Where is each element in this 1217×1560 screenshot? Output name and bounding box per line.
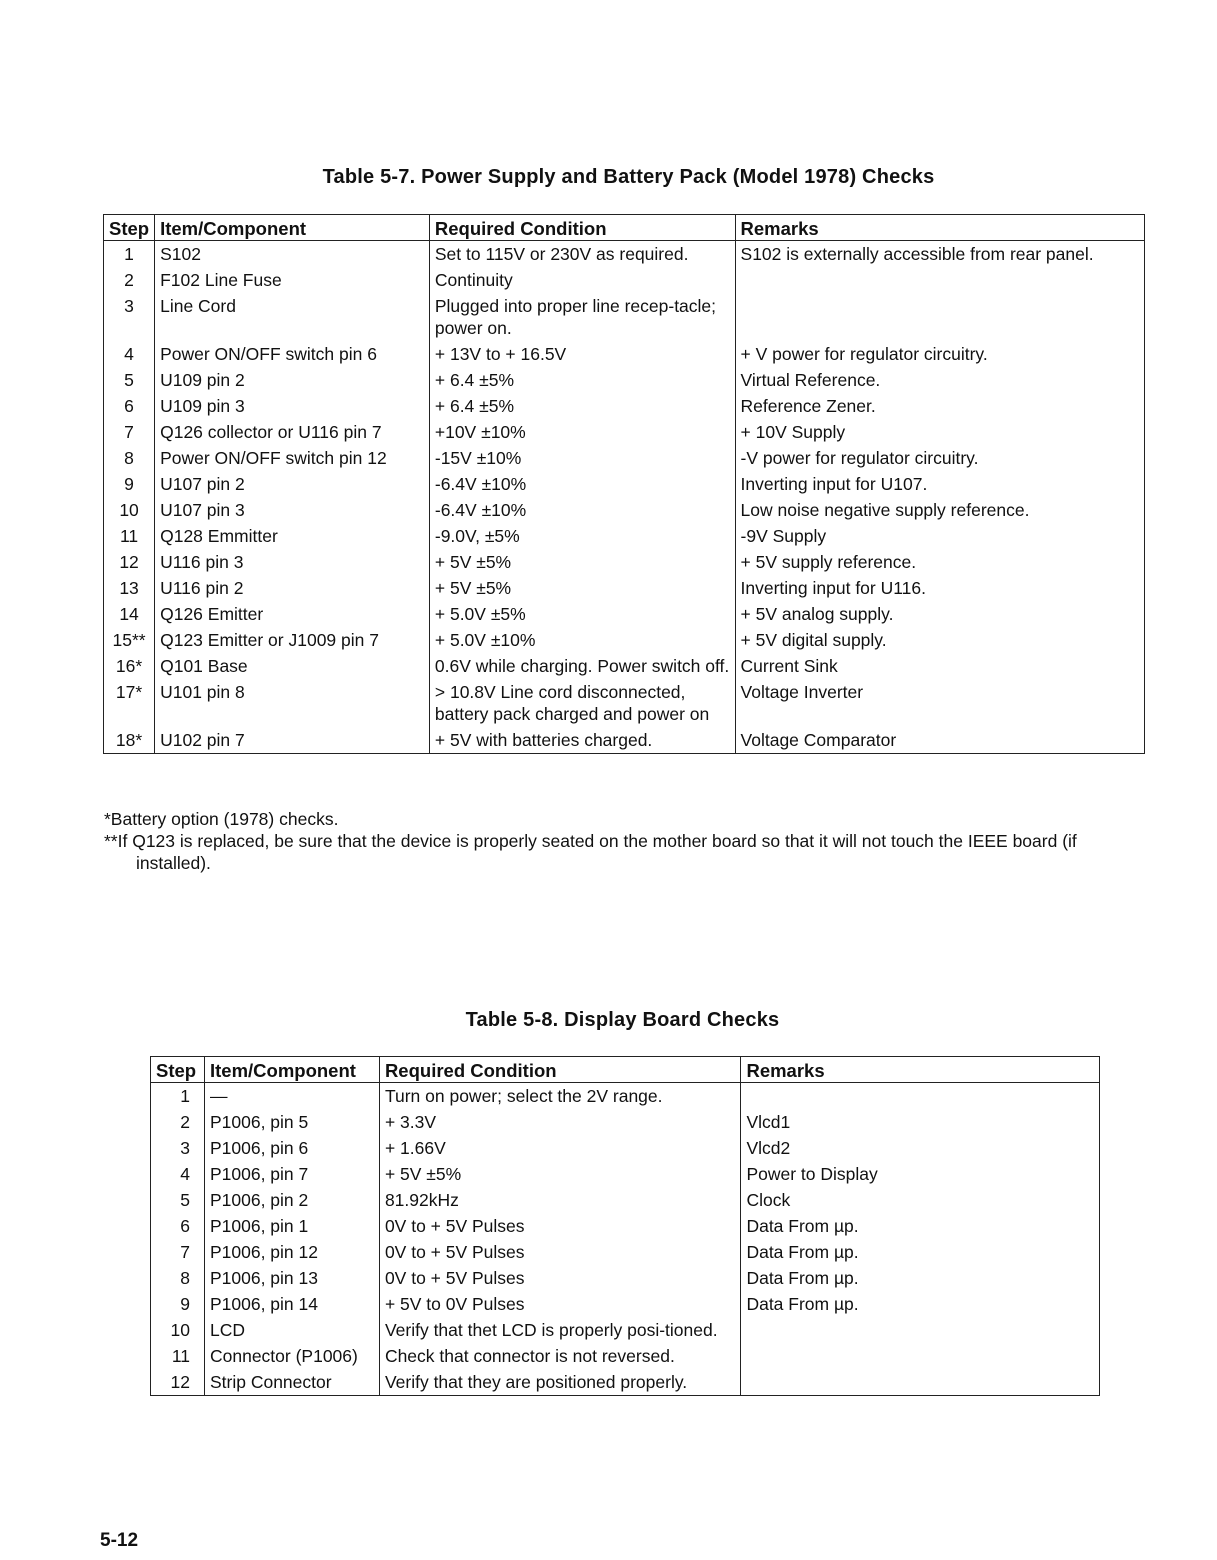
item-component-cell: U107 pin 2: [155, 471, 430, 497]
remarks-cell: Low noise negative supply reference.: [735, 497, 1144, 523]
remarks-cell: Clock: [741, 1187, 1100, 1213]
remarks-cell: Power to Display: [741, 1161, 1100, 1187]
required-condition-cell: + 6.4 ±5%: [429, 367, 735, 393]
table-row: [104, 241, 1145, 268]
step-cell: 18*: [104, 727, 155, 754]
required-condition-cell: Continuity: [429, 267, 735, 293]
table-row: [104, 267, 1145, 293]
item-component-cell: P1006, pin 14: [204, 1291, 379, 1317]
required-condition-cell: + 5V ±5%: [429, 549, 735, 575]
item-component-cell: P1006, pin 7: [204, 1161, 379, 1187]
remarks-cell: Data From µp.: [741, 1265, 1100, 1291]
step-cell: 10: [104, 497, 155, 523]
step-cell: 7: [104, 419, 155, 445]
item-component-cell: —: [204, 1083, 379, 1110]
table-row: [151, 1187, 1100, 1213]
table-row: [151, 1343, 1100, 1369]
table-row: [104, 445, 1145, 471]
step-cell: 11: [151, 1343, 205, 1369]
table-row: [151, 1135, 1100, 1161]
table-row: [104, 523, 1145, 549]
header-required-condition: Required Condition: [379, 1057, 741, 1083]
item-component-cell: U116 pin 2: [155, 575, 430, 601]
table-row: [104, 549, 1145, 575]
item-component-cell: LCD: [204, 1317, 379, 1343]
item-component-cell: U107 pin 3: [155, 497, 430, 523]
required-condition-cell: + 6.4 ±5%: [429, 393, 735, 419]
step-cell: 1: [104, 241, 155, 268]
remarks-cell: Inverting input for U107.: [735, 471, 1144, 497]
item-component-cell: S102: [155, 241, 430, 268]
step-cell: 14: [104, 601, 155, 627]
remarks-cell: + 5V supply reference.: [735, 549, 1144, 575]
item-component-cell: Q128 Emmitter: [155, 523, 430, 549]
table-5-7-footnotes: [104, 808, 1104, 874]
step-cell: 8: [151, 1265, 205, 1291]
display-board-checks-table: [150, 1056, 1100, 1396]
table-5-7-title: Table 5-7. Power Supply and Battery Pack (Model 1978) Checks: [322, 166, 935, 188]
step-cell: 10: [151, 1317, 205, 1343]
remarks-cell: [735, 267, 1144, 293]
power-supply-checks-table: [103, 214, 1145, 754]
item-component-cell: Power ON/OFF switch pin 6: [155, 341, 430, 367]
footnote-q123: **If Q123 is replaced, be sure that the device is properly seated on the mother board so that it will not touch the IEEE board (if installed).: [104, 831, 1077, 873]
step-cell: 3: [104, 293, 155, 341]
required-condition-cell: + 5V ±5%: [429, 575, 735, 601]
remarks-cell: Inverting input for U116.: [735, 575, 1144, 601]
step-cell: 2: [104, 267, 155, 293]
remarks-cell: Voltage Comparator: [735, 727, 1144, 754]
table-row: [104, 419, 1145, 445]
item-component-cell: U109 pin 3: [155, 393, 430, 419]
table-row: [104, 653, 1145, 679]
required-condition-cell: +10V ±10%: [429, 419, 735, 445]
remarks-cell: Vlcd2: [741, 1135, 1100, 1161]
step-cell: 17*: [104, 679, 155, 727]
required-condition-cell: + 13V to + 16.5V: [429, 341, 735, 367]
item-component-cell: Connector (P1006): [204, 1343, 379, 1369]
header-item-component: Item/Component: [155, 215, 430, 241]
remarks-cell: -9V Supply: [735, 523, 1144, 549]
required-condition-cell: -6.4V ±10%: [429, 497, 735, 523]
remarks-cell: Virtual Reference.: [735, 367, 1144, 393]
table-row: [151, 1213, 1100, 1239]
table-row: [151, 1291, 1100, 1317]
required-condition-cell: + 5V to 0V Pulses: [379, 1291, 741, 1317]
item-component-cell: Q101 Base: [155, 653, 430, 679]
step-cell: 5: [151, 1187, 205, 1213]
required-condition-cell: 0V to + 5V Pulses: [379, 1239, 741, 1265]
remarks-cell: [741, 1343, 1100, 1369]
required-condition-cell: -9.0V, ±5%: [429, 523, 735, 549]
required-condition-cell: -6.4V ±10%: [429, 471, 735, 497]
item-component-cell: Strip Connector: [204, 1369, 379, 1396]
remarks-cell: + 5V analog supply.: [735, 601, 1144, 627]
table-row: [151, 1239, 1100, 1265]
step-cell: 6: [104, 393, 155, 419]
table-header-row: [151, 1057, 1100, 1083]
step-cell: 6: [151, 1213, 205, 1239]
remarks-cell: Data From µp.: [741, 1213, 1100, 1239]
header-remarks: Remarks: [741, 1057, 1100, 1083]
table-row: [104, 393, 1145, 419]
table-row: [104, 727, 1145, 754]
step-cell: 13: [104, 575, 155, 601]
footnote-battery-option: *Battery option (1978) checks.: [104, 809, 339, 829]
item-component-cell: U116 pin 3: [155, 549, 430, 575]
required-condition-cell: 0V to + 5V Pulses: [379, 1213, 741, 1239]
item-component-cell: P1006, pin 13: [204, 1265, 379, 1291]
step-cell: 12: [104, 549, 155, 575]
table-row: [151, 1109, 1100, 1135]
table-row: [104, 575, 1145, 601]
required-condition-cell: 0.6V while charging. Power switch off.: [429, 653, 735, 679]
required-condition-cell: + 5V with batteries charged.: [429, 727, 735, 754]
step-cell: 12: [151, 1369, 205, 1396]
required-condition-cell: + 5.0V ±5%: [429, 601, 735, 627]
item-component-cell: F102 Line Fuse: [155, 267, 430, 293]
item-component-cell: Q123 Emitter or J1009 pin 7: [155, 627, 430, 653]
table-row: [104, 471, 1145, 497]
table-row: [151, 1083, 1100, 1110]
step-cell: 4: [104, 341, 155, 367]
item-component-cell: P1006, pin 1: [204, 1213, 379, 1239]
item-component-cell: Q126 collector or U116 pin 7: [155, 419, 430, 445]
header-step: Step: [151, 1057, 205, 1083]
step-cell: 11: [104, 523, 155, 549]
header-step: Step: [104, 215, 155, 241]
remarks-cell: + 5V digital supply.: [735, 627, 1144, 653]
required-condition-cell: + 5V ±5%: [379, 1161, 741, 1187]
remarks-cell: Vlcd1: [741, 1109, 1100, 1135]
page-number: 5-12: [100, 1530, 139, 1551]
required-condition-cell: Verify that thet LCD is properly posi-tioned.: [379, 1317, 741, 1343]
remarks-cell: -V power for regulator circuitry.: [735, 445, 1144, 471]
step-cell: 3: [151, 1135, 205, 1161]
required-condition-cell: 0V to + 5V Pulses: [379, 1265, 741, 1291]
table-row: [104, 679, 1145, 727]
step-cell: 8: [104, 445, 155, 471]
required-condition-cell: 81.92kHz: [379, 1187, 741, 1213]
remarks-cell: Current Sink: [735, 653, 1144, 679]
required-condition-cell: Check that connector is not reversed.: [379, 1343, 741, 1369]
remarks-cell: Data From µp.: [741, 1239, 1100, 1265]
table-row: [151, 1161, 1100, 1187]
table-header-row: [104, 215, 1145, 241]
table-row: [104, 601, 1145, 627]
table-row: [104, 341, 1145, 367]
header-remarks: Remarks: [735, 215, 1144, 241]
table-row: [104, 367, 1145, 393]
step-cell: 16*: [104, 653, 155, 679]
item-component-cell: P1006, pin 6: [204, 1135, 379, 1161]
step-cell: 1: [151, 1083, 205, 1110]
table-row: [151, 1317, 1100, 1343]
step-cell: 4: [151, 1161, 205, 1187]
item-component-cell: P1006, pin 5: [204, 1109, 379, 1135]
remarks-cell: Data From µp.: [741, 1291, 1100, 1317]
item-component-cell: P1006, pin 12: [204, 1239, 379, 1265]
header-item-component: Item/Component: [204, 1057, 379, 1083]
item-component-cell: U102 pin 7: [155, 727, 430, 754]
table-row: [104, 627, 1145, 653]
required-condition-cell: -15V ±10%: [429, 445, 735, 471]
step-cell: 7: [151, 1239, 205, 1265]
table-row: [104, 497, 1145, 523]
remarks-cell: [741, 1083, 1100, 1110]
required-condition-cell: + 1.66V: [379, 1135, 741, 1161]
step-cell: 15**: [104, 627, 155, 653]
item-component-cell: U101 pin 8: [155, 679, 430, 727]
required-condition-cell: + 3.3V: [379, 1109, 741, 1135]
header-required-condition: Required Condition: [429, 215, 735, 241]
remarks-cell: + 10V Supply: [735, 419, 1144, 445]
required-condition-cell: Turn on power; select the 2V range.: [379, 1083, 741, 1110]
item-component-cell: Line Cord: [155, 293, 430, 341]
remarks-cell: + V power for regulator circuitry.: [735, 341, 1144, 367]
item-component-cell: Power ON/OFF switch pin 12: [155, 445, 430, 471]
step-cell: 9: [151, 1291, 205, 1317]
remarks-cell: Voltage Inverter: [735, 679, 1144, 727]
required-condition-cell: Set to 115V or 230V as required.: [429, 241, 735, 268]
remarks-cell: [735, 293, 1144, 341]
item-component-cell: U109 pin 2: [155, 367, 430, 393]
required-condition-cell: + 5.0V ±10%: [429, 627, 735, 653]
remarks-cell: S102 is externally accessible from rear panel.: [735, 241, 1144, 268]
item-component-cell: P1006, pin 2: [204, 1187, 379, 1213]
table-5-8-title: Table 5-8. Display Board Checks: [465, 1009, 780, 1031]
table-row: [151, 1265, 1100, 1291]
remarks-cell: Reference Zener.: [735, 393, 1144, 419]
item-component-cell: Q126 Emitter: [155, 601, 430, 627]
remarks-cell: [741, 1369, 1100, 1396]
table-row: [104, 293, 1145, 341]
required-condition-cell: Verify that they are positioned properly.: [379, 1369, 741, 1396]
table-row: [151, 1369, 1100, 1396]
step-cell: 2: [151, 1109, 205, 1135]
step-cell: 5: [104, 367, 155, 393]
required-condition-cell: > 10.8V Line cord disconnected, battery pack charged and power on: [429, 679, 735, 727]
remarks-cell: [741, 1317, 1100, 1343]
step-cell: 9: [104, 471, 155, 497]
required-condition-cell: Plugged into proper line recep-tacle; power on.: [429, 293, 735, 341]
